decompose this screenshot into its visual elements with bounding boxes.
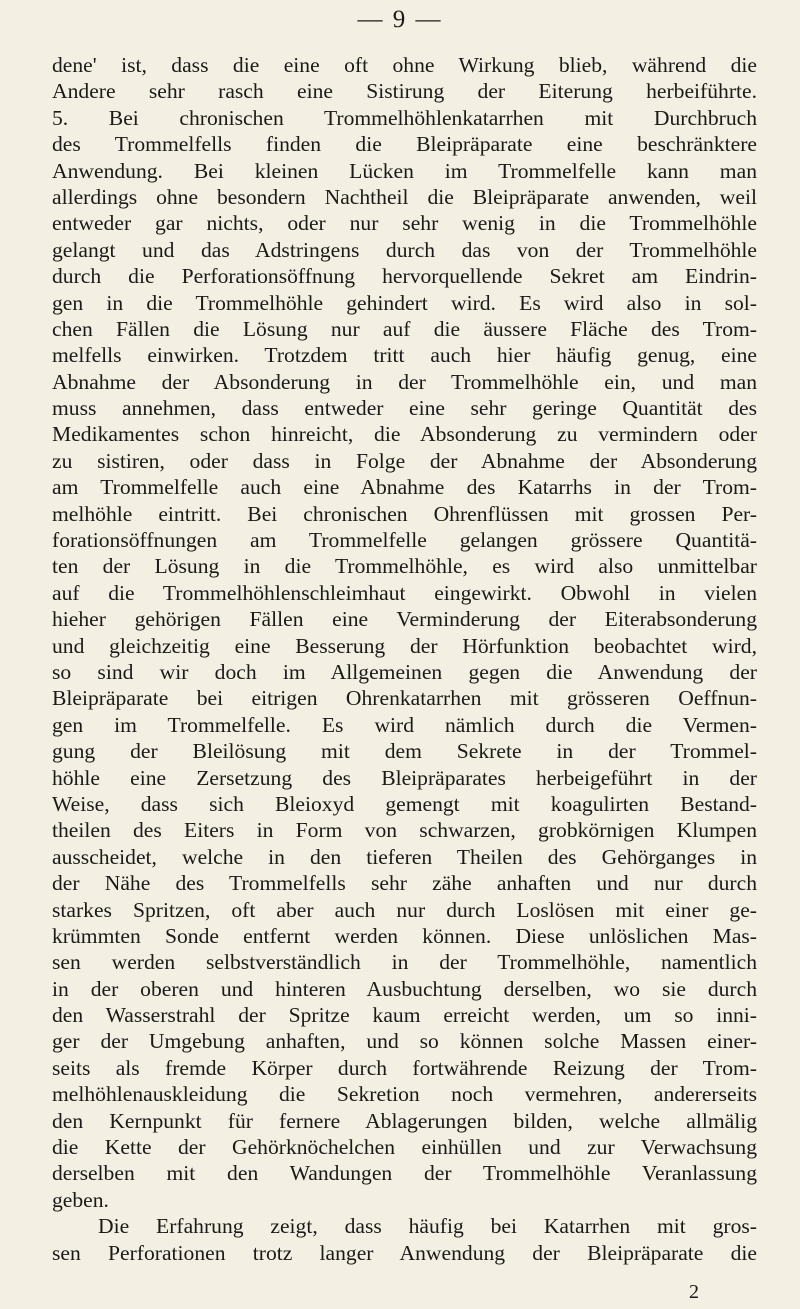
text-line: 5. Bei chronischen Trommelhöhlenkatarrhen mit Durchbruch <box>52 105 757 130</box>
page-number-header: — 9 — <box>357 6 443 33</box>
text-line: theilen des Eiters in Form von schwarzen, grobkörnigen Klumpen <box>52 818 757 843</box>
text-line: die Kette der Gehörknöchelchen einhüllen und zur Verwachsung <box>52 1135 757 1160</box>
text-line: ten der Lösung in die Trommelhöhle, es wird also unmittelbar <box>52 554 757 579</box>
text-line: so sind wir doch im Allgemeinen gegen die Anwendung der <box>52 659 757 684</box>
text-line: sen werden selbstverständlich in der Trommelhöhle, namentlich <box>52 950 757 975</box>
text-line: chen Fällen die Lösung nur auf die äussere Fläche des Trom- <box>52 316 757 341</box>
text-line: den Wasserstrahl der Spritze kaum erreicht werden, um so inni- <box>52 1003 757 1028</box>
text-line: starkes Spritzen, oft aber auch nur durch Loslösen mit einer ge- <box>52 897 757 922</box>
text-line: Bleipräparate bei eitrigen Ohrenkatarrhen mit grösseren Oeffnun- <box>52 686 757 711</box>
text-line: melfells einwirken. Trotzdem tritt auch hier häufig genug, eine <box>52 343 757 368</box>
text-line: ausscheidet, welche in den tieferen Theilen des Gehörganges in <box>52 844 757 869</box>
text-line: melhöhlenauskleidung die Sekretion noch vermehren, andererseits <box>52 1082 757 1107</box>
body-text <box>52 52 757 1266</box>
text-line: gelangt und das Adstringens durch das von der Trommelhöhle <box>52 237 757 262</box>
text-line: geben. <box>52 1187 109 1212</box>
text-line: durch die Perforationsöffnung hervorquellende Sekret am Eindrin- <box>52 264 757 289</box>
text-line: Andere sehr rasch eine Sistirung der Eiterung herbeiführte. <box>52 79 757 104</box>
signature-mark: 2 <box>689 1281 699 1303</box>
text-line: Anwendung. Bei kleinen Lücken im Trommelfelle kann man <box>52 158 757 183</box>
text-line: gen in die Trommelhöhle gehindert wird. Es wird also in sol- <box>52 290 757 315</box>
text-line: muss annehmen, dass entweder eine sehr geringe Quantität des <box>52 396 757 421</box>
text-line: ger der Umgebung anhaften, und so können solche Massen einer- <box>52 1029 757 1054</box>
text-line: gung der Bleilösung mit dem Sekrete in der Trommel- <box>52 739 757 764</box>
text-line: Weise, dass sich Bleioxyd gemengt mit koagulirten Bestand- <box>52 791 757 816</box>
text-line: und gleichzeitig eine Besserung der Hörfunktion beobachtet wird, <box>52 633 757 658</box>
text-line: auf die Trommelhöhlenschleimhaut eingewirkt. Obwohl in vielen <box>52 580 757 605</box>
text-line: entweder gar nichts, oder nur sehr wenig in die Trommelhöhle <box>52 211 757 236</box>
text-line: forationsöffnungen am Trommelfelle gelangen grössere Quantitä- <box>52 528 757 553</box>
text-line: zu sistiren, oder dass in Folge der Abnahme der Absonderung <box>52 448 757 473</box>
text-line: höhle eine Zersetzung des Bleipräparates herbeigeführt in der <box>52 765 757 790</box>
text-line: melhöhle eintritt. Bei chronischen Ohrenflüssen mit grossen Per- <box>52 501 757 526</box>
text-line: krümmten Sonde entfernt werden können. Diese unlöslichen Mas- <box>52 923 757 948</box>
text-line: am Trommelfelle auch eine Abnahme des Katarrhs in der Trom- <box>52 475 757 500</box>
text-line: den Kernpunkt für fernere Ablagerungen bilden, welche allmälig <box>52 1108 757 1133</box>
text-line: des Trommelfells finden die Bleipräparate eine beschränktere <box>52 132 757 157</box>
text-line: derselben mit den Wandungen der Trommelhöhle Veranlassung <box>52 1161 757 1186</box>
text-line: seits als fremde Körper durch fortwährende Reizung der Trom- <box>52 1055 757 1080</box>
text-line: Abnahme der Absonderung in der Trommelhöhle ein, und man <box>52 369 757 394</box>
text-line: der Nähe des Trommelfells sehr zähe anhaften und nur durch <box>52 871 757 896</box>
text-line: dene' ist, dass die eine oft ohne Wirkung blieb, während die <box>52 53 757 77</box>
text-line: gen im Trommelfelle. Es wird nämlich durch die Vermen- <box>52 712 757 737</box>
text-line: Die Erfahrung zeigt, dass häufig bei Katarrhen mit gros- <box>98 1214 757 1239</box>
text-line: sen Perforationen trotz langer Anwendung der Bleipräparate die <box>52 1240 757 1265</box>
text-line: in der oberen und hinteren Ausbuchtung derselben, wo sie durch <box>52 976 757 1001</box>
text-line: Medikamentes schon hinreicht, die Absonderung zu vermindern oder <box>52 422 757 447</box>
text-line: allerdings ohne besondern Nachtheil die Bleipräparate anwenden, weil <box>52 184 757 209</box>
text-line: hieher gehörigen Fällen eine Verminderung der Eiterabsonderung <box>52 607 757 632</box>
